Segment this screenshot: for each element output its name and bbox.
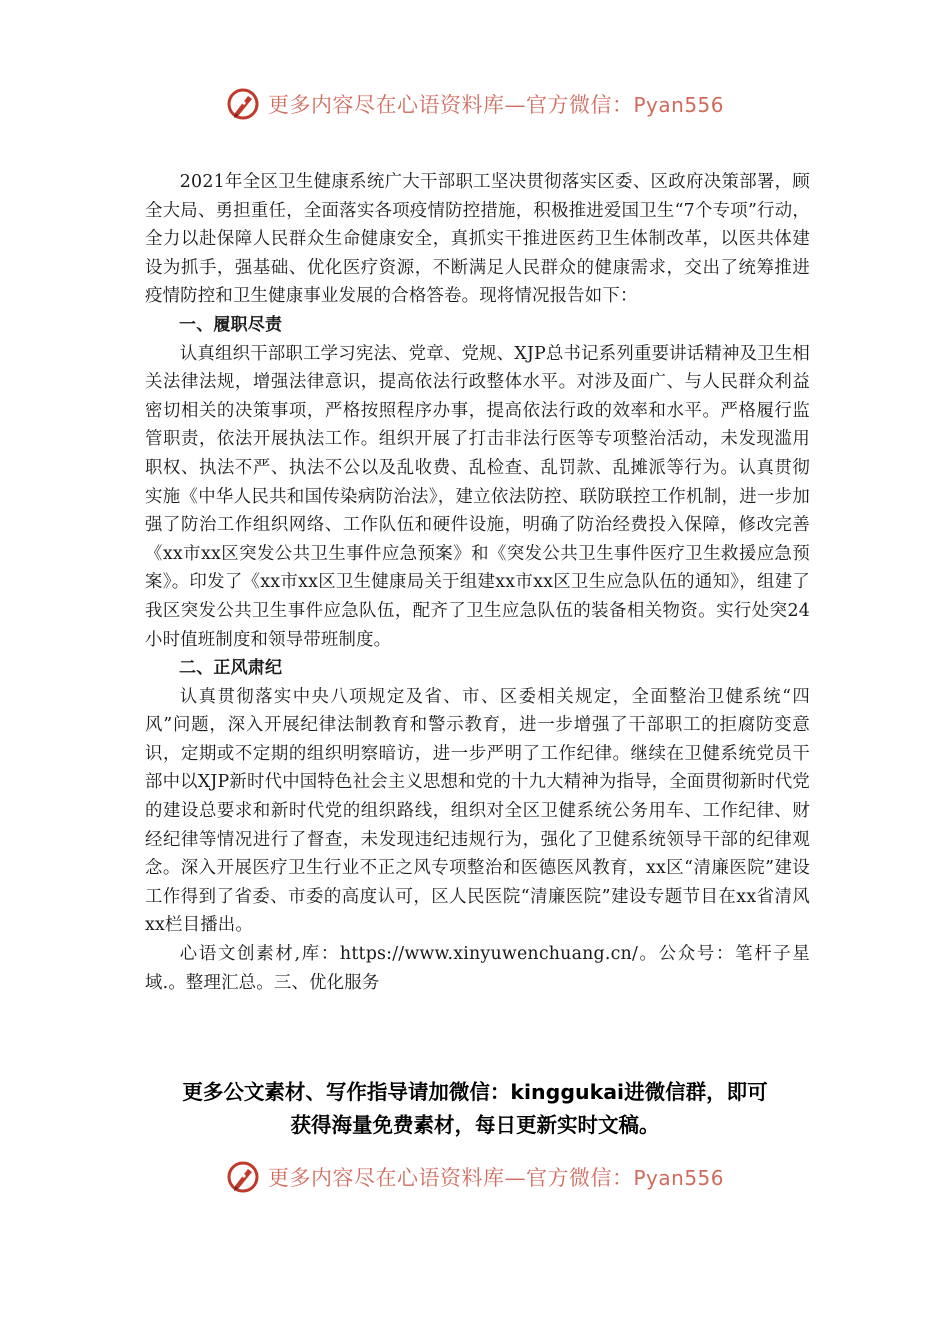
promo-notice — [110, 1076, 840, 1142]
source-note-paragraph: 心语文创素材,库：https://www.xinyuwenchuang.cn/。公众号：笔杆子星域.。整理汇总。三、优化服务 — [145, 944, 810, 993]
section-heading-1: 一、履职尽责 — [179, 314, 283, 335]
promo-line-1: 更多公文素材、写作指导请加微信：kinggukai进微信群，即可 — [182, 1080, 768, 1104]
banner-text: 更多内容尽在心语资料库—官方微信：Pyan556 — [267, 1166, 724, 1190]
promo-line-2: 获得海量免费素材，每日更新实时文稿。 — [290, 1113, 660, 1137]
banner-wechat-id: Pyan556 — [633, 1166, 724, 1190]
banner-wechat-id: Pyan556 — [633, 93, 724, 117]
section-2-paragraph: 认真贯彻落实中央八项规定及省、市、区委相关规定，全面整治卫健系统“四风”问题，深入开展纪律法制教育和警示教育，进一步增强了干部职工的拒腐防变意识，定期或不定期的组织明察暗访，进一步严明了工作纪律。继续在卫健系统党员干部中以XJP新时代中国特色社会主义思想和党的十九大精神为指导，全面贯彻新时代党的建设总要求和新时代党的组织路线，组织对全区卫健系统公务用车、工作纪律、财经纪律等情况进行了督查，未发现违纪违规行为，强化了卫健系统领导干部的纪律观念。深入开展医疗卫生行业不正之风专项整治和医德医风教育，xx区“清廉医院”建设工作得到了省委、市委的高度认可，区人民医院“清廉医院”建设专题节目在xx省清风xx栏目播出。 — [145, 686, 810, 936]
footer-banner — [0, 1157, 950, 1197]
intro-paragraph: 2021年全区卫生健康系统广大干部职工坚决贯彻落实区委、区政府决策部署，顾全大局、勇担重任，全面落实各项疫情防控措施，积极推进爱国卫生“7个专项”行动，全力以赴保障人民群众生命健康安全，真抓实干推进医药卫生体制改革，以医共体建设为抓手，强基础、优化医疗资源，不断满足人民群众的健康需求，交出了统筹推进疫情防控和卫生健康事业发展的合格答卷。现将情况报告如下： — [145, 172, 810, 307]
section-1-paragraph: 认真组织干部职工学习宪法、党章、党规、XJP总书记系列重要讲话精神及卫生相关法律法规，增强法律意识，提高依法行政整体水平。对涉及面广、与人民群众利益密切相关的决策事项，严格按照程序办事，提高依法行政的效率和水平。严格履行监管职责，依法开展执法工作。组织开展了打击非法行医等专项整治活动，未发现滥用职权、执法不严、执法不公以及乱收费、乱检查、乱罚款、乱摊派等行为。认真贯彻实施《中华人民共和国传染病防治法》，建立依法防控、联防联控工作机制，进一步加强了防治工作组织网络、工作队伍和硬件设施，明确了防治经费投入保障，修改完善《xx市xx区突发公共卫生事件应急预案》和《突发公共卫生事件医疗卫生救援应急预案》。印发了《xx市xx区卫生健康局关于组建xx市xx区卫生应急队伍的通知》，组建了我区突发公共卫生事件应急队伍，配齐了卫生应急队伍的装备相关物资。实行处突24小时值班制度和领导带班制度。 — [145, 343, 810, 650]
header-banner — [0, 84, 950, 124]
banner-text: 更多内容尽在心语资料库—官方微信：Pyan556 — [267, 93, 724, 117]
header-banner-content — [226, 87, 724, 121]
footer-banner-content — [226, 1160, 724, 1194]
document-body — [145, 168, 810, 997]
section-heading-2: 二、正风肃纪 — [179, 658, 283, 679]
pen-nib-circle-icon — [226, 1160, 260, 1194]
pen-nib-circle-icon — [226, 87, 260, 121]
